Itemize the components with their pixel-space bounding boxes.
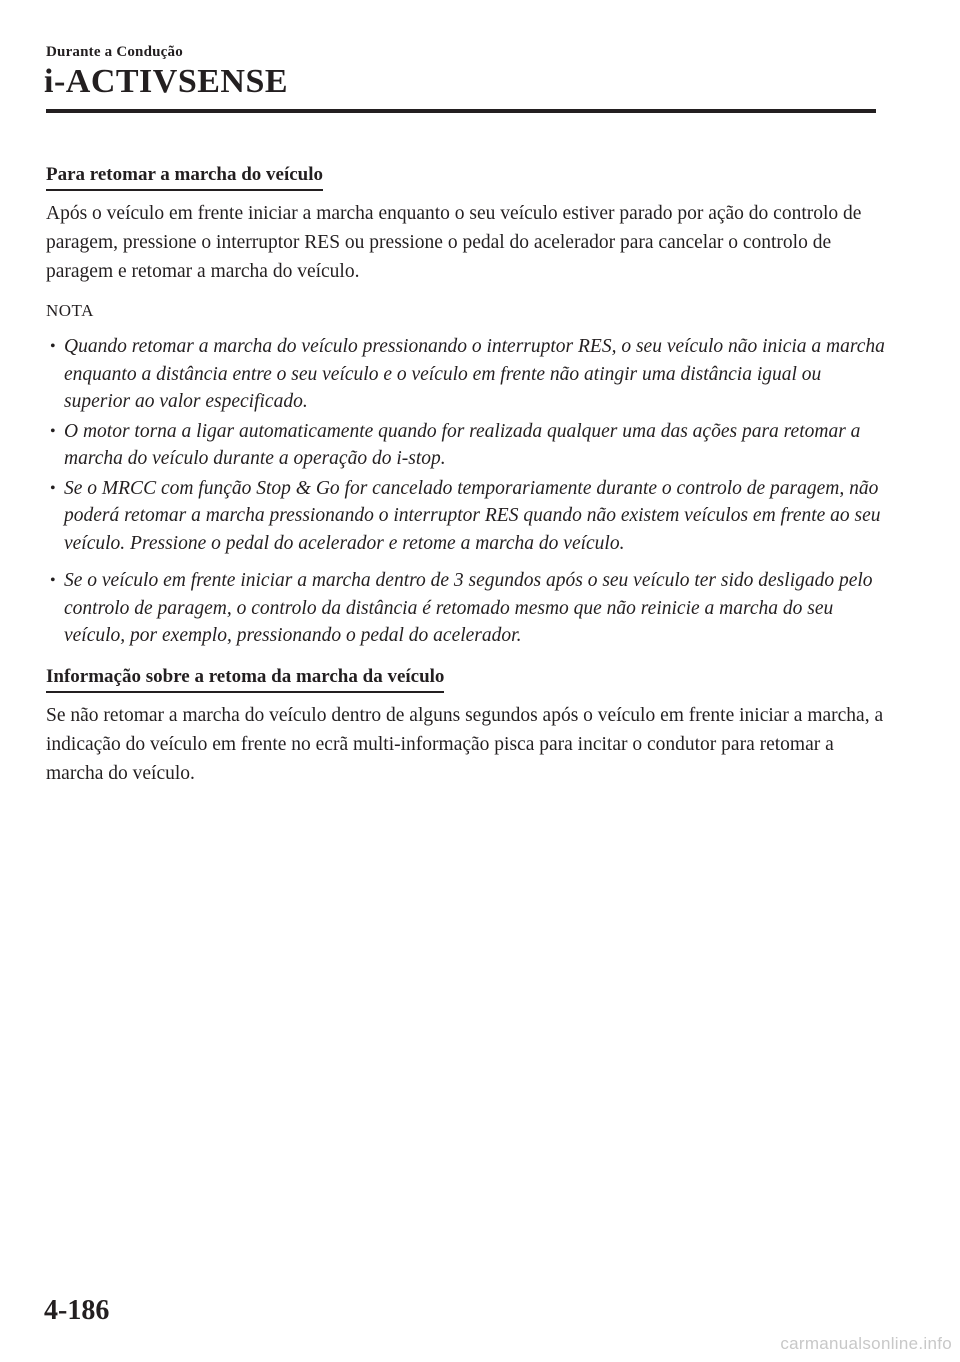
note-label: NOTA xyxy=(46,301,94,320)
note-list xyxy=(46,333,888,650)
page-number: 4-186 xyxy=(44,1295,110,1326)
bullet-icon: • xyxy=(50,422,56,440)
bullet-icon: • xyxy=(50,338,56,355)
bullet-icon: • xyxy=(50,479,56,497)
page-content xyxy=(46,160,888,798)
note-item-text: Se o MRCC com função Stop & Go for cancelado temporariamente durante o controlo de paragem, não poderá retomar a marcha pressionando o interruptor RES quando não existem veículos em frente ao seu veículo. Pressione o pedal do acelerador e retome a marcha do veículo. xyxy=(64,477,881,554)
bullet-icon: • xyxy=(50,572,56,589)
note-item xyxy=(46,567,888,650)
watermark: carmanualsonline.info xyxy=(780,1334,952,1353)
resume-heading: Para retomar a marcha do veículo xyxy=(46,162,323,191)
chapter-title: Durante a Condução xyxy=(46,44,183,60)
note-item xyxy=(46,333,888,416)
note-item xyxy=(46,475,888,558)
header-divider xyxy=(46,109,876,113)
note-item-text: Quando retomar a marcha do veículo pressionando o interruptor RES, o seu veículo não inicia a marcha enquanto a distância entre o seu veículo e o veículo em frente não atingir uma distância igual ou superior ao valor especificado. xyxy=(64,336,885,412)
info-heading: Informação sobre a retoma da marcha da veículo xyxy=(46,664,444,693)
resume-paragraph: Após o veículo em frente iniciar a marcha enquanto o seu veículo estiver parado por ação do controlo de paragem, pressione o interruptor RES ou pressione o pedal do acelerador para cancelar o controlo de paragem e retomar a marcha do veículo. xyxy=(46,203,862,282)
info-paragraph: Se não retomar a marcha do veículo dentro de alguns segundos após o veículo em frente iniciar a marcha, a indicação do veículo em frente no ecrã multi-informação pisca para incitar o condutor para retomar a marcha do veículo. xyxy=(46,704,884,784)
section-title: i-ACTIVSENSE xyxy=(44,63,289,100)
note-item-text: O motor torna a ligar automaticamente quando for realizada qualquer uma das ações para retomar a marcha do veículo durante a operação do i-stop. xyxy=(64,420,861,469)
note-item-text: Se o veículo em frente iniciar a marcha dentro de 3 segundos após o seu veículo ter sido desligado pelo controlo de paragem, o controlo da distância é retomado mesmo que não reinicie a marcha do seu veículo, por exemplo, pressionando o pedal do acelerador. xyxy=(64,570,873,646)
note-item xyxy=(46,418,888,473)
